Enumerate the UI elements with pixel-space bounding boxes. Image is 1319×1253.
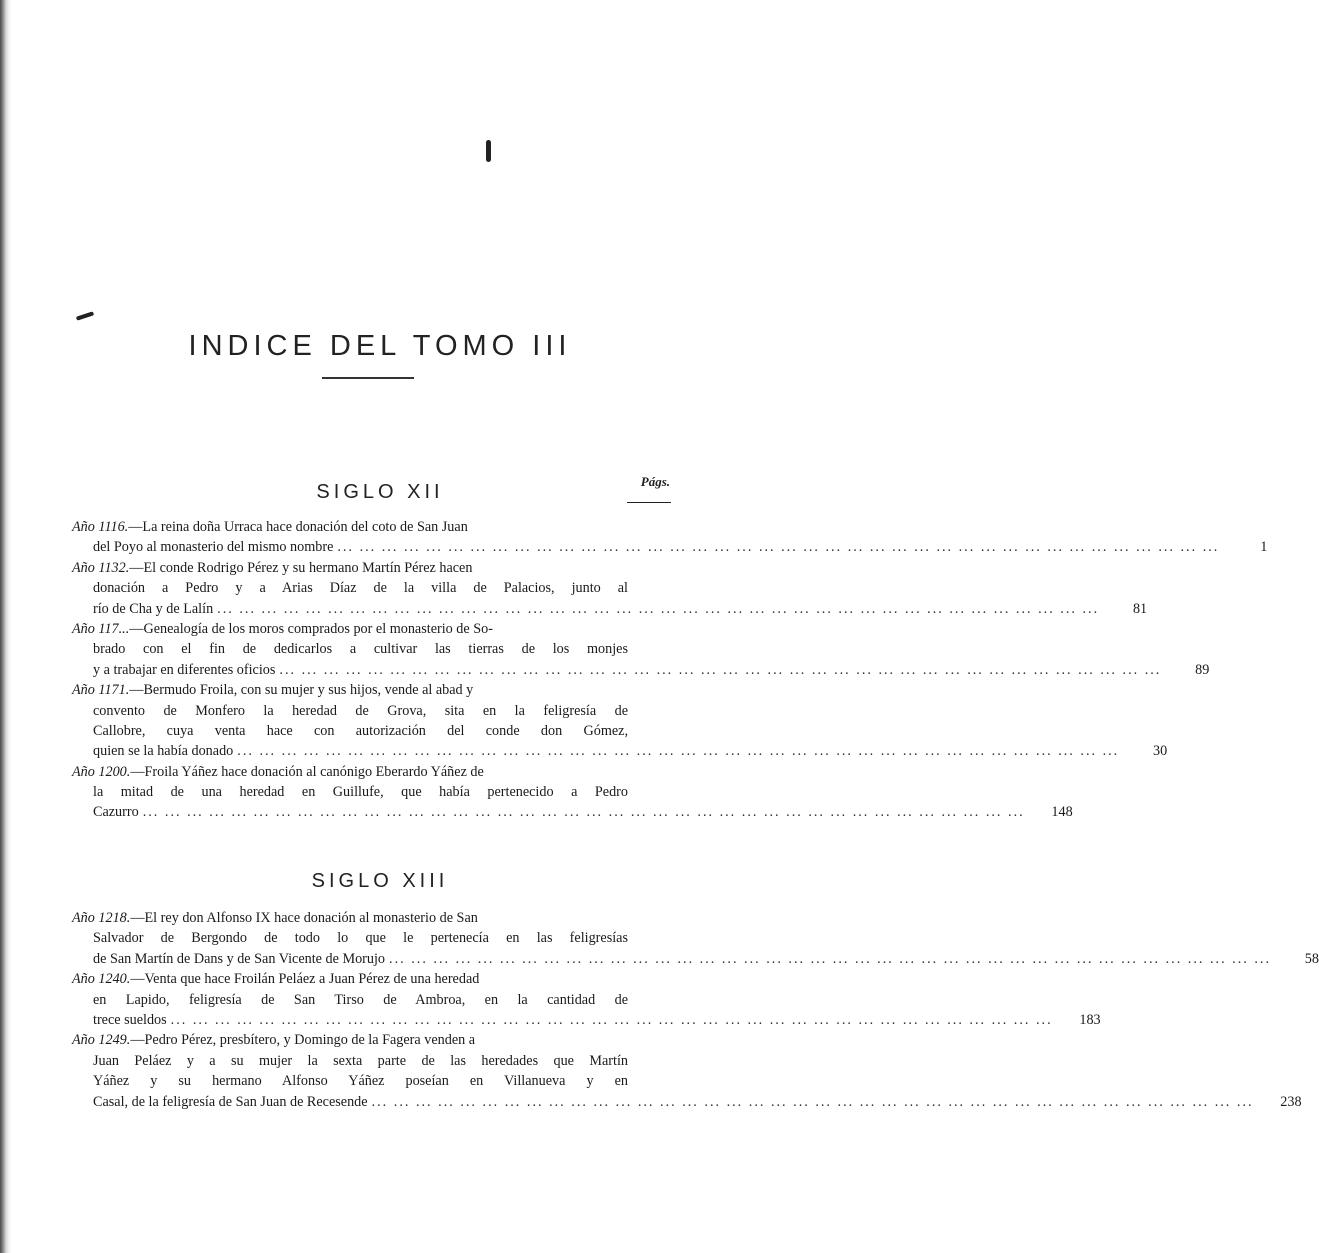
entry-line (72, 990, 672, 1010)
dot-leader: ... ... ... ... ... ... ... ... ... ... ... ... ... ... ... ... ... ... ... ... ... ... ... ... ... ... ... ... ... ... ... ... ... ... ... ... ... ... ... ... (279, 661, 1162, 678)
entry-year: Año 117... (72, 620, 130, 637)
entry-text: —Froila Yáñez hace donación al canónigo Eberardo Yáñez de (130, 763, 484, 780)
ink-tick (76, 311, 94, 320)
entries-siglo-xii (72, 517, 1268, 823)
entry-text: la mitad de una heredad en Guillufe, que había pertenecido a Pedro (93, 784, 628, 801)
entry-line (72, 1051, 672, 1071)
dot-leader: ... ... ... ... ... ... ... ... ... ... ... ... ... ... ... ... ... ... ... ... ... ... ... ... ... ... ... ... ... ... ... ... ... ... ... ... ... ... ... ... (337, 539, 1220, 556)
entry-text: Salvador de Bergondo de todo lo que le pertenecía en las feligresías (93, 930, 628, 947)
index-entry (72, 680, 1168, 762)
entry-year: Año 1200. (72, 763, 131, 780)
section-title-siglo-xii: SIGLO XII (316, 481, 444, 503)
page-title: INDICE DEL TOMO III (188, 330, 572, 362)
entry-text: —Pedro Pérez, presbítero, y Domingo de la Fagera venden a (130, 1032, 476, 1049)
entry-text: quien se la había donado (93, 743, 234, 760)
entries-siglo-xiii (72, 908, 1319, 1112)
index-entry (72, 558, 1148, 619)
entry-page-number: 238 (1280, 1093, 1302, 1110)
book-spine-shadow (0, 0, 12, 1253)
entry-line (72, 949, 1319, 969)
dot-leader: ... ... ... ... ... ... ... ... ... ... ... ... ... ... ... ... ... ... ... ... ... ... ... ... ... ... ... ... ... ... ... ... ... ... ... ... ... ... ... ... (142, 804, 1025, 821)
entry-line (72, 619, 672, 639)
entry-line (72, 701, 672, 721)
pages-column-rule (627, 502, 671, 503)
entry-line (72, 928, 672, 948)
entry-line (72, 969, 672, 989)
entry-text: Callobre, cuya venta hace con autorización del conde don Gómez, (93, 722, 628, 739)
entry-page-number: 183 (1079, 1011, 1101, 1028)
title-rule (322, 377, 414, 379)
section-title-siglo-xiii: SIGLO XIII (311, 870, 449, 892)
entry-text: río de Cha y de Lalín (93, 600, 214, 617)
entry-line (72, 680, 672, 700)
dot-leader: ... ... ... ... ... ... ... ... ... ... ... ... ... ... ... ... ... ... ... ... ... ... ... ... ... ... ... ... ... ... ... ... ... ... ... ... ... ... ... ... (170, 1011, 1053, 1028)
entry-text: de San Martín de Dans y de San Vicente de Morujo (93, 950, 386, 967)
entry-text: —Genealogía de los moros comprados por el monasterio de So- (129, 620, 493, 637)
entry-text: donación a Pedro y a Arias Díaz de la villa de Palacios, junto al (93, 580, 628, 597)
entry-line (72, 599, 1148, 619)
entry-line (72, 1092, 1302, 1112)
entry-line (72, 908, 672, 928)
entry-text: —El conde Rodrigo Pérez y su hermano Martín Pérez hacen (129, 559, 473, 576)
entry-text: brado con el fin de dedicarlos a cultivar las tierras de los monjes (93, 641, 628, 658)
index-entry (72, 619, 1210, 680)
entry-text: Casal, de la feligresía de San Juan de Recesende (93, 1093, 368, 1110)
entry-year: Año 1171. (72, 682, 130, 699)
dot-leader: ... ... ... ... ... ... ... ... ... ... ... ... ... ... ... ... ... ... ... ... ... ... ... ... ... ... ... ... ... ... ... ... ... ... ... ... ... ... ... ... (237, 743, 1120, 760)
entry-text: en Lapido, feligresía de San Tirso de Ambroa, en la cantidad de (93, 991, 628, 1008)
index-entry (72, 908, 1319, 969)
index-entry (72, 969, 1101, 1030)
entry-year: Año 1249. (72, 1032, 131, 1049)
entry-line (72, 1030, 672, 1050)
entry-year: Año 1218. (72, 910, 131, 926)
entry-line (72, 1071, 672, 1091)
entry-line (72, 782, 672, 802)
entry-text: convento de Monfero la heredad de Grova, sita en la feligresía de (93, 702, 628, 719)
entry-line (72, 741, 1168, 761)
entry-text: —El rey don Alfonso IX hace donación al monasterio de San (130, 910, 478, 926)
dot-leader: ... ... ... ... ... ... ... ... ... ... ... ... ... ... ... ... ... ... ... ... ... ... ... ... ... ... ... ... ... ... ... ... ... ... ... ... ... ... ... ... (217, 600, 1100, 617)
entry-text: —Venta que hace Froilán Peláez a Juan Pérez de una heredad (130, 971, 480, 988)
entry-line (72, 639, 672, 659)
entry-year: Año 1116. (72, 519, 129, 535)
entry-text: y a trabajar en diferentes oficios (93, 661, 276, 678)
entry-text: Juan Peláez y a su mujer la sexta parte de las heredades que Martín (93, 1052, 628, 1069)
entry-text: Cazurro (93, 804, 139, 821)
entry-text: —La reina doña Urraca hace donación del coto de San Juan (128, 519, 468, 535)
entry-line (72, 660, 1210, 680)
entry-text: trece sueldos (93, 1011, 167, 1028)
entry-line (72, 537, 1268, 557)
entry-line (72, 1010, 1101, 1030)
dot-leader: ... ... ... ... ... ... ... ... ... ... ... ... ... ... ... ... ... ... ... ... ... ... ... ... ... ... ... ... ... ... ... ... ... ... ... ... ... ... ... ... (389, 950, 1271, 967)
dot-leader: ... ... ... ... ... ... ... ... ... ... ... ... ... ... ... ... ... ... ... ... ... ... ... ... ... ... ... ... ... ... ... ... ... ... ... ... ... ... ... ... (371, 1093, 1254, 1110)
entry-text: —Bermudo Froila, con su mujer y sus hijos, vende al abad y (129, 682, 474, 699)
entry-line (72, 762, 672, 782)
entry-text: Yáñez y su hermano Alfonso Yáñez poseían en Villanueva y en (93, 1073, 628, 1090)
index-entry (72, 517, 1268, 558)
entry-page-number: 58 (1304, 950, 1319, 967)
entry-line (72, 578, 672, 598)
entry-page-number: 148 (1051, 804, 1073, 821)
entry-page-number: 89 (1195, 661, 1210, 678)
entry-page-number: 30 (1153, 743, 1168, 760)
index-entry (72, 1030, 1302, 1112)
entry-text: del Poyo al monasterio del mismo nombre (93, 539, 334, 556)
entry-line (72, 802, 1073, 822)
ink-mark (486, 140, 491, 162)
entry-year: Año 1132. (72, 559, 130, 576)
pages-column-label: Págs. (640, 474, 670, 489)
entry-line (72, 558, 672, 578)
entry-line (72, 517, 672, 537)
entry-line (72, 721, 672, 741)
entry-page-number: 81 (1132, 600, 1148, 617)
index-entry (72, 762, 1073, 823)
entry-page-number: 1 (1260, 539, 1268, 556)
entry-year: Año 1240. (72, 971, 131, 988)
